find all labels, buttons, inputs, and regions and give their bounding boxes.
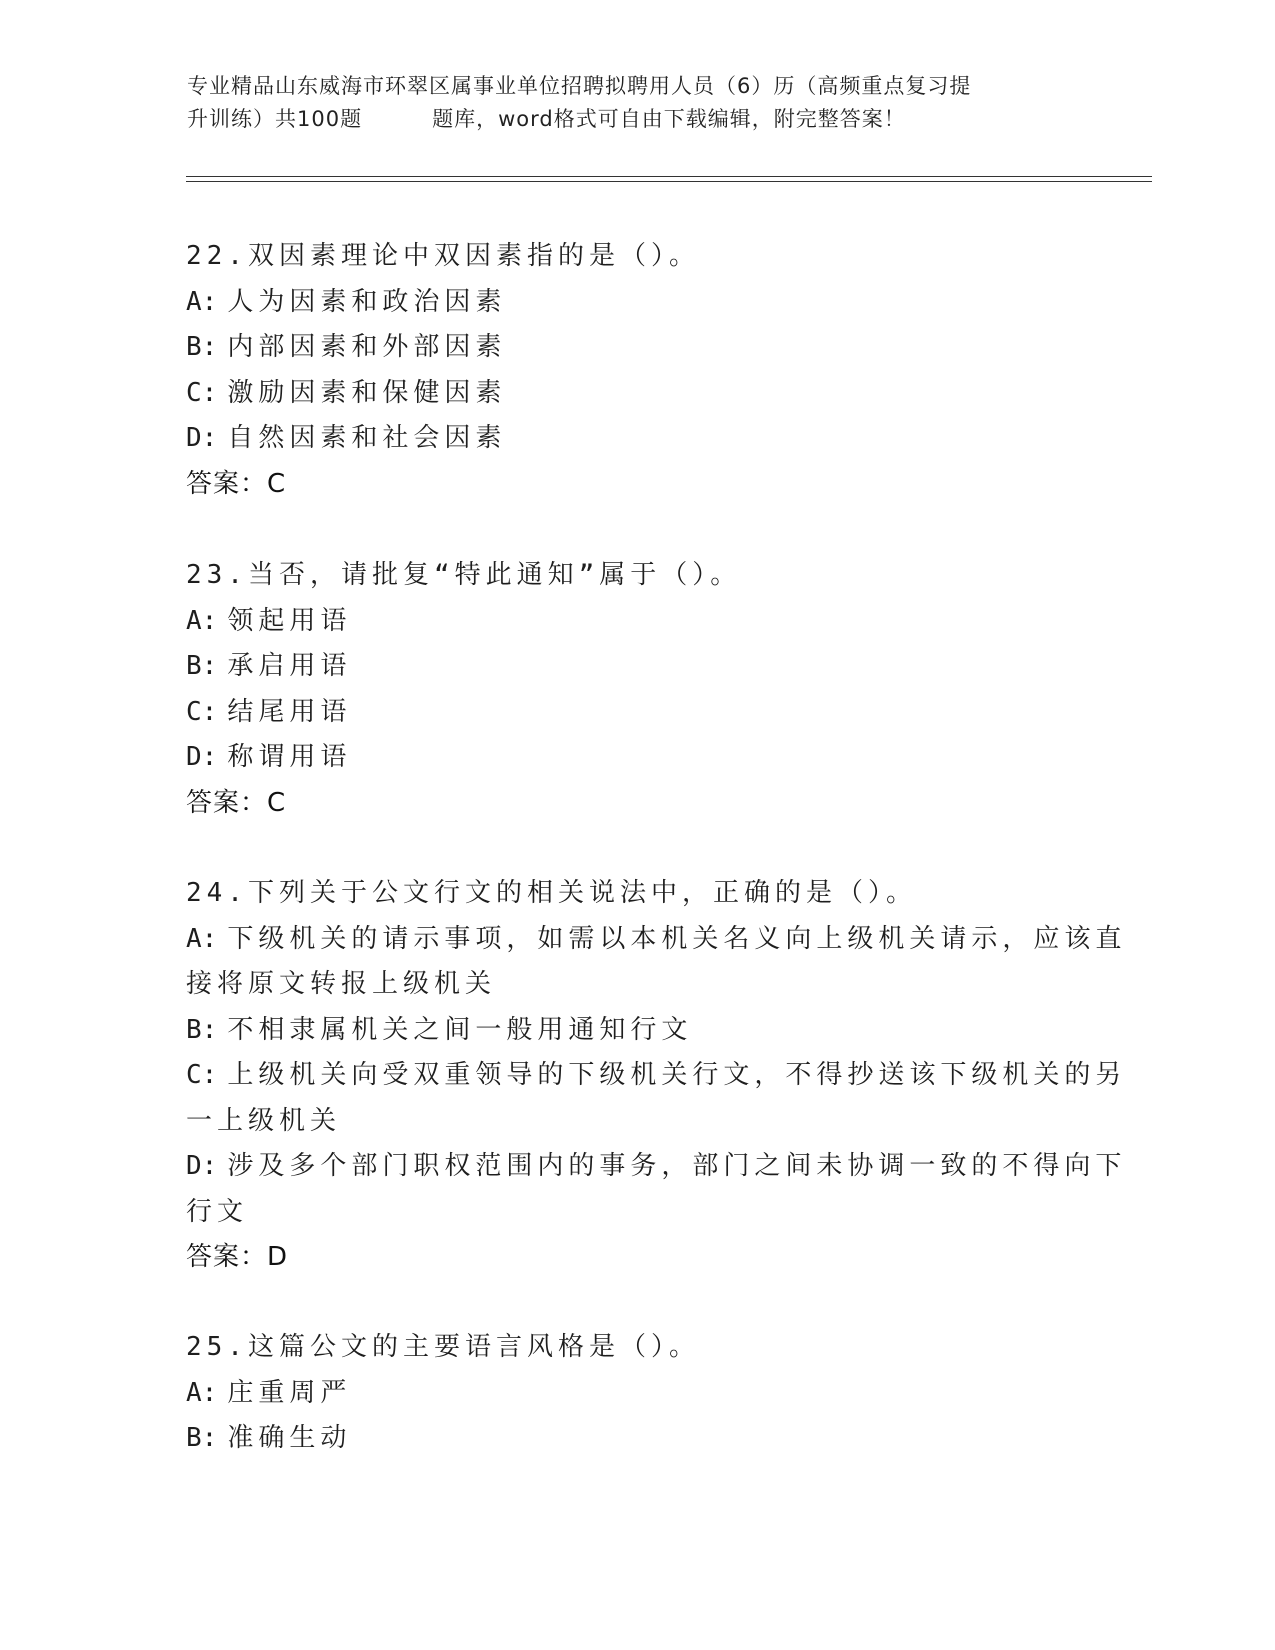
option-b <box>186 1416 1086 1462</box>
header-line-1: 专业精品山东威海市环翠区属事业单位招聘拟聘用人员（6）历（高频重点复习提 <box>187 74 972 98</box>
option-key: A: <box>186 286 218 317</box>
option-text: 人为因素和政治因素 <box>227 286 507 317</box>
option-key: D: <box>186 423 218 453</box>
option-text: 结尾用语 <box>227 696 352 727</box>
option-key: B: <box>186 332 218 362</box>
option-b <box>186 644 1086 690</box>
question-23 <box>186 553 1086 826</box>
option-text: 准确生动 <box>227 1423 352 1453</box>
option-text: 称谓用语 <box>227 742 352 772</box>
option-a <box>186 599 1086 645</box>
header-divider-top <box>186 176 1152 177</box>
option-key: C: <box>186 1060 218 1090</box>
option-c-continued: 一上级机关 <box>186 1105 342 1136</box>
question-22 <box>186 234 1086 507</box>
option-a <box>186 1371 1086 1417</box>
option-b <box>186 325 1086 371</box>
option-text: 承启用语 <box>227 651 352 681</box>
option-c <box>186 690 1086 736</box>
header-line-2-part-a: 升训练）共100题 <box>187 107 363 131</box>
option-d <box>186 416 1086 462</box>
option-a <box>186 280 1086 326</box>
answer-line: 答案：C <box>186 787 287 818</box>
document-header <box>187 70 1077 136</box>
option-text: 不相隶属机关之间一般用通知行文 <box>227 1014 693 1045</box>
option-key: D: <box>186 742 218 772</box>
question-stem: 23.当否，请批复“特此通知”属于（）。 <box>186 560 742 590</box>
question-stem: 24.下列关于公文行文的相关说法中，正确的是（）。 <box>186 878 917 908</box>
option-c <box>186 371 1086 417</box>
option-key: C: <box>186 377 218 408</box>
option-text: 涉及多个部门职权范围内的事务，部门之间未协调一致的不得向下 <box>227 1151 1127 1181</box>
option-key: A: <box>186 923 218 954</box>
option-key: A: <box>186 1377 218 1408</box>
option-text: 自然因素和社会因素 <box>227 423 507 453</box>
answer-line: 答案：C <box>186 468 287 499</box>
option-b <box>186 1008 1086 1054</box>
option-key: D: <box>186 1151 218 1181</box>
option-key: B: <box>186 651 218 681</box>
option-key: C: <box>186 696 218 727</box>
header-divider-bottom <box>186 181 1152 182</box>
question-25 <box>186 1325 1086 1462</box>
header-line-2 <box>187 103 1077 136</box>
option-text: 上级机关向受双重领导的下级机关行文，不得抄送该下级机关的另 <box>227 1060 1127 1090</box>
header-line-2-part-b: 题库，word格式可自由下载编辑，附完整答案！ <box>432 107 906 131</box>
option-a <box>186 917 1127 963</box>
question-stem: 25.这篇公文的主要语言风格是（）。 <box>186 1332 700 1362</box>
option-d-continued: 行文 <box>186 1196 249 1227</box>
option-key: A: <box>186 605 218 636</box>
option-key: B: <box>186 1423 218 1453</box>
option-key: B: <box>186 1014 218 1045</box>
question-24 <box>186 871 1127 1281</box>
option-text: 庄重周严 <box>227 1377 352 1408</box>
answer-line: 答案：D <box>186 1242 289 1272</box>
option-d <box>186 1144 1127 1190</box>
option-text: 内部因素和外部因素 <box>227 332 507 362</box>
option-d <box>186 735 1086 781</box>
option-c <box>186 1053 1127 1099</box>
option-a-continued: 接将原文转报上级机关 <box>186 969 497 999</box>
option-text: 下级机关的请示事项，如需以本机关名义向上级机关请示，应该直 <box>227 923 1127 954</box>
question-stem: 22.双因素理论中双因素指的是（）。 <box>186 241 700 271</box>
option-text: 领起用语 <box>227 605 352 636</box>
option-text: 激励因素和保健因素 <box>227 377 507 408</box>
